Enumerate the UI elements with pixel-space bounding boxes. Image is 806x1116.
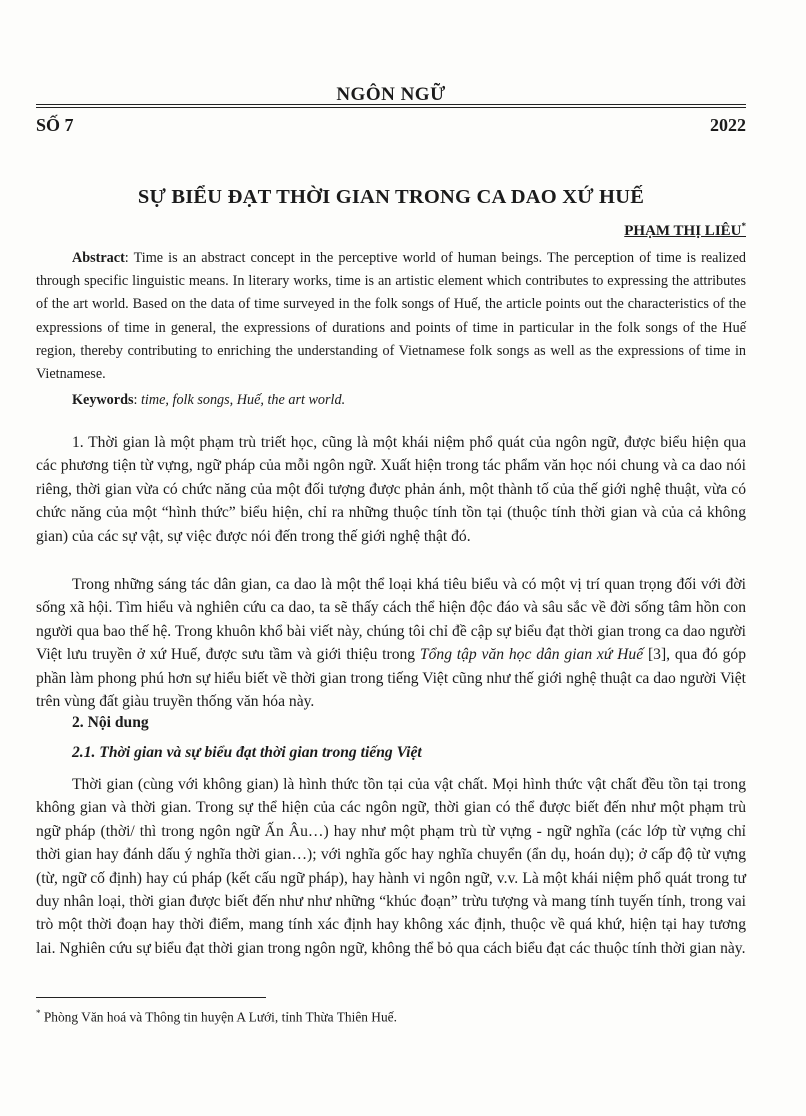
footnote-text: Phòng Văn hoá và Thông tin huyện A Lưới, tỉnh Thừa Thiên Huế.: [40, 1009, 397, 1025]
article-title: SỰ BIỂU ĐẠT THỜI GIAN TRONG CA DAO XỨ HUẾ: [137, 186, 645, 208]
footnote-rule: [36, 997, 266, 998]
paragraph-3: Thời gian (cùng với không gian) là hình thức tồn tại của vật chất. Mọi hình thức vật chất đều tồn tại trong không gian và thời gian. Trong sự thể hiện của các ngôn ngữ, thời gian có thể được biết đến như một phạm trù ngữ pháp (thời/ thì trong ngôn ngữ Ấn Âu…) hay như một phạm trù từ vựng - ngữ nghĩa (các lớp từ vựng chỉ thời gian hay đánh dấu ý nghĩa thời gian…); với nghĩa gốc hay nghĩa chuyển (ẩn dụ, hoán dụ); ở cấp độ từ vựng (từ, ngữ cố định) hay cú pháp (kết cấu ngữ pháp), hay hành vi ngôn ngữ, v.v. Là một khái niệm phổ quát trong tư duy nhân loại, thời gian được biết đến như như những “khúc đoạn” trừu tượng và mang tính tuyến tính, trong vai trò một thời đoạn hay thời điểm, mang tính xác định hay không xác định, thuộc về quá khứ, hiện tại hay tương lai. Nghiên cứu sự biểu đạt thời gian trong ngôn ngữ, không thể bỏ qua cách biểu đạt các thuộc tính thời gian này.: [36, 776, 746, 957]
abstract-text: : Time is an abstract concept in the perceptive world of human beings. The perception of time is realized through specific linguistic means. In literary works, time is an artistic element which contributes to expressing the attributes of the art world. Based on the data of time surveyed in the folk songs of Huế, the article points out the characteristics of the expressions of time in general, the expressions of durations and points of time in particular in the folk songs of the Huế region, thereby contributing to enriching the understanding of Vietnamese folk songs as well as the expressions of time in Vietnamese.: [36, 250, 746, 383]
article-author: [624, 221, 746, 240]
section-heading-2: 2. Nội dung: [72, 714, 149, 731]
journal-name: NGÔN NGỮ: [336, 84, 446, 105]
abstract: [36, 247, 746, 386]
header-rule: [36, 104, 746, 105]
paragraph-2-text-b: [3], qua đó góp phần làm phong phú hơn sự hiểu biết về thời gian trong tiếng Việt cũng như thế giới nghệ thuật ca dao người Việt trên vùng đất giàu truyền thống văn hóa này.: [36, 646, 746, 711]
paragraph-1: 1. Thời gian là một phạm trù triết học, cũng là một khái niệm phổ quát của ngôn ngữ, được biểu hiện qua các phương tiện từ vựng, ngữ pháp của mỗi ngôn ngữ. Xuất hiện trong tác phẩm văn học nói chung và ca dao nói riêng, thời gian vừa có chức năng của một đối tượng được phản ánh, một thành tố của thế giới nghệ thuật, vừa có chức năng của một “hình thức” biểu hiện, chỉ ra những thuộc tính tồn tại (thuộc tính thời gian và của cả không gian) của các sự vật, sự việc được nói đến trong thế giới nghệ thật đó.: [36, 434, 746, 545]
footnote-mark: *: [36, 1008, 41, 1018]
subsection-heading-2-1: 2.1. Thời gian và sự biểu đạt thời gian trong tiếng Việt: [72, 744, 422, 761]
footnote: [36, 1008, 397, 1025]
issue-number: SỐ 7: [36, 115, 74, 135]
issue-year: 2022: [710, 115, 746, 135]
paragraph-2-text-a: Trong những sáng tác dân gian, ca dao là một thể loại khá tiêu biểu và có một vị trí quan trọng đối với đời sống xã hội. Tìm hiểu và nghiên cứu ca dao, ta sẽ thấy cách thể hiện độc đáo và sâu sắc về đời sống tâm hồn con người qua bao thế hệ. Trong khuôn khổ bài viết này, chúng tôi chỉ đề cập sự biểu đạt thời gian trong ca dao người Việt lưu truyền ở xứ Huế, được sưu tầm và giới thiệu trong: [36, 576, 746, 664]
author-name: PHẠM THỊ LIÊU: [624, 223, 742, 239]
keywords: Keywords: time, folk songs, Huế, the art world.: [72, 392, 346, 408]
abstract-label: Abstract: [72, 250, 125, 266]
keywords-label: Keywords: [72, 392, 134, 408]
paragraph-2: [36, 573, 746, 713]
header-rule-double: [36, 107, 746, 108]
author-footnote-mark: *: [741, 221, 746, 231]
keywords-text: time, folk songs, Huế, the art world.: [140, 392, 346, 408]
cited-book-title: Tổng tập văn học dân gian xứ Huế: [419, 646, 644, 664]
